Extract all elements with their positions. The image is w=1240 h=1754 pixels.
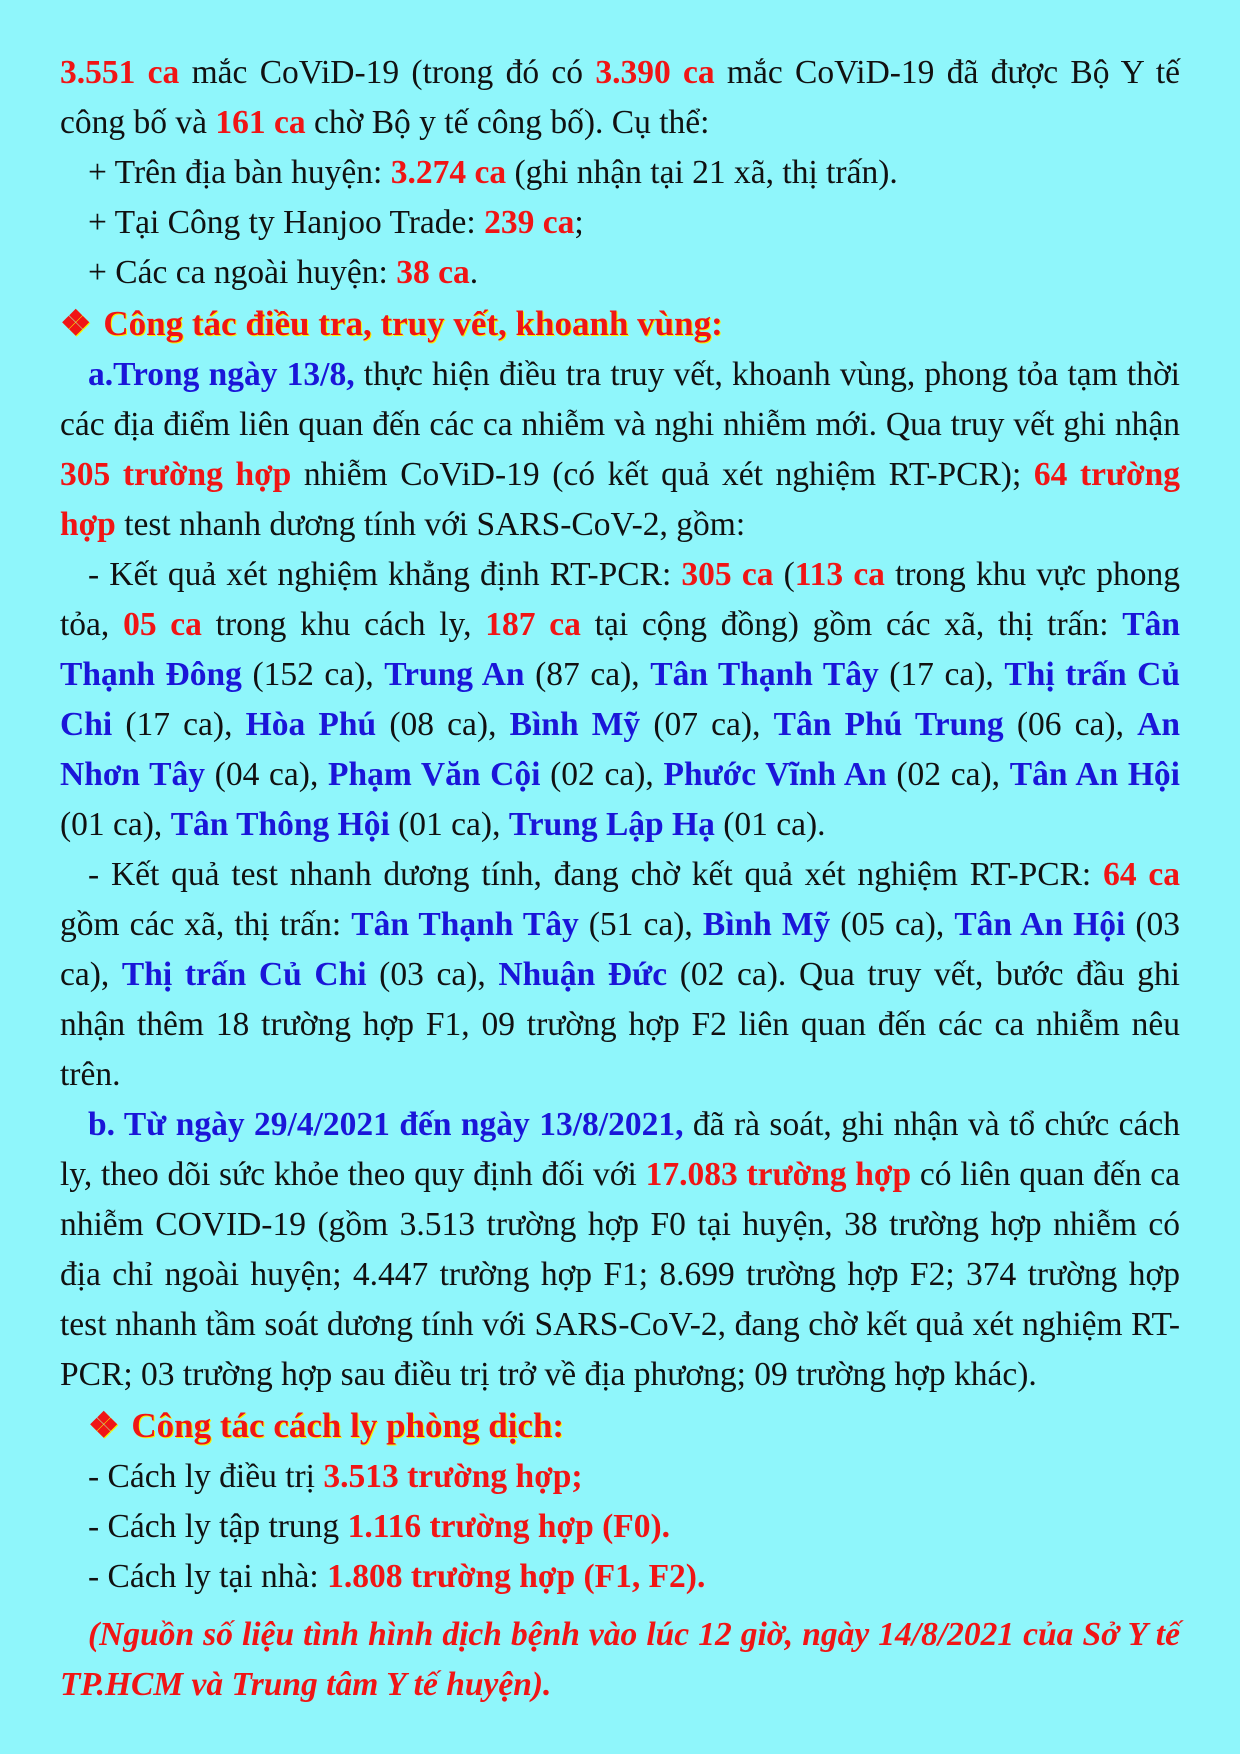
place-name: Tân Thông Hội [170,806,390,843]
place-name: Thị trấn Củ Chi [121,956,367,993]
place-name: Trung Lập Hạ [508,806,715,843]
breakdown-hanjoo: + Tại Công ty Hanjoo Trade: 239 ca; [88,204,584,241]
place-name: Tân An Hội [954,906,1126,943]
total-cases: 3.551 ca [60,54,180,91]
place-name: Hòa Phú [245,706,377,743]
place-name: Phạm Văn Cội [328,756,541,793]
quarantine-centralized: - Cách ly tập trung 1.116 trường hợp (F0). [88,1508,670,1545]
paragraph-13-8: a.Trong ngày 13/8, thực hiện điều tra truy vết, khoanh vùng, phong tỏa tạm thời các địa điểm liên quan đến các ca nhiễm và nghi nhiễm mới. Qua truy vết ghi nhận 305 trường hợp nhiễm CoViD-19 (có kết quả xét nghiệm RT-PCR); 64 trường hợp test nhanh dương tính với SARS-CoV-2, gồm: [60,356,1181,543]
section-investigation-heading: ❖ Công tác điều tra, truy vết, khoanh vùng: [60,298,1180,350]
diamond-bullet-icon: ❖ [60,304,92,343]
quarantine-home: - Cách ly tại nhà: 1.808 trường hợp (F1, F2). [88,1558,706,1595]
section-quarantine-heading: ❖ Công tác cách ly phòng dịch: [60,1400,1180,1452]
diamond-bullet-icon: ❖ [88,1406,120,1445]
place-name: Thị trấn Củ Chi [60,656,1180,743]
quarantine-treatment: - Cách ly điều trị 3.513 trường hợp; [88,1458,583,1495]
place-name: Phước Vĩnh An [663,756,887,793]
paragraph-cumulative: b. Từ ngày 29/4/2021 đến ngày 13/8/2021, đã rà soát, ghi nhận và tổ chức cách ly, theo dõi sức khỏe theo quy định đối với 17.083 trường hợp có liên quan đến ca nhiễm COVID-19 (gồm 3.513 trường hợp F0 tại huyện, 38 trường hợp nhiễm có địa chỉ ngoài huyện; 4.447 trường hợp F1; 8.699 trường hợp F2; 374 trường hợp test nhanh tầm soát dương tính với SARS-CoV-2, đang chờ kết quả xét nghiệm RT-PCR; 03 trường hợp sau điều trị trở về địa phương; 09 trường hợp khác). [60,1106,1180,1393]
place-name: Bình Mỹ [702,906,831,943]
place-name: Trung An [384,656,525,693]
place-name: Bình Mỹ [509,706,641,743]
place-name: Tân Phú Trung [773,706,1004,743]
place-name: Tân Thạnh Tây [650,656,879,693]
announced-cases: 3.390 ca [595,54,715,91]
source-note: (Nguồn số liệu tình hình dịch bệnh vào lúc 12 giờ, ngày 14/8/2021 của Sở Y tế TP.HCM và Trung tâm Y tế huyện). [60,1616,1180,1703]
place-name: Nhuận Đức [498,956,668,993]
intro-paragraph: 3.551 ca mắc CoViD-19 (trong đó có 3.390 ca mắc CoViD-19 đã được Bộ Y tế công bố và 161 ca chờ Bộ y tế công bố). Cụ thể: [60,54,1181,141]
breakdown-district: + Trên địa bàn huyện: 3.274 ca (ghi nhận tại 21 xã, thị trấn). [88,154,898,191]
rapid-test-results: - Kết quả test nhanh dương tính, đang chờ kết quả xét nghiệm RT-PCR: 64 ca gồm các xã, thị trấn: Tân Thạnh Tây (51 ca), Bình Mỹ (05 ca), Tân An Hội (03 ca), Thị trấn Củ Chi (03 ca), Nhuận Đức (02 ca). Qua truy vết, bước đầu ghi nhận thêm 18 trường hợp F1, 09 trường hợp F2 liên quan đến các ca nhiễm nêu trên. [60,856,1181,1093]
place-name: Tân Thạnh Tây [351,906,579,943]
bulletin-content [60,48,1180,1710]
place-name: Tân An Hội [1009,756,1180,793]
rtpcr-results: - Kết quả xét nghiệm khẳng định RT-PCR: 305 ca (113 ca trong khu vực phong tỏa, 05 ca trong khu cách ly, 187 ca tại cộng đồng) gồm các xã, thị trấn: Tân Thạnh Đông (152 ca), Trung An (87 ca), Tân Thạnh Tây (17 ca), Thị trấn Củ Chi (17 ca), Hòa Phú (08 ca), Bình Mỹ (07 ca), Tân Phú Trung (06 ca), An Nhơn Tây (04 ca), Phạm Văn Cội (02 ca), Phước Vĩnh An (02 ca), Tân An Hội (01 ca), Tân Thông Hội (01 ca), Trung Lập Hạ (01 ca). [60,556,1181,843]
place-name: Tân Thạnh Đông [60,606,1181,693]
pending-cases: 161 ca [215,104,306,141]
place-name: An Nhơn Tây [60,706,1180,793]
breakdown-outside: + Các ca ngoài huyện: 38 ca. [88,254,479,291]
